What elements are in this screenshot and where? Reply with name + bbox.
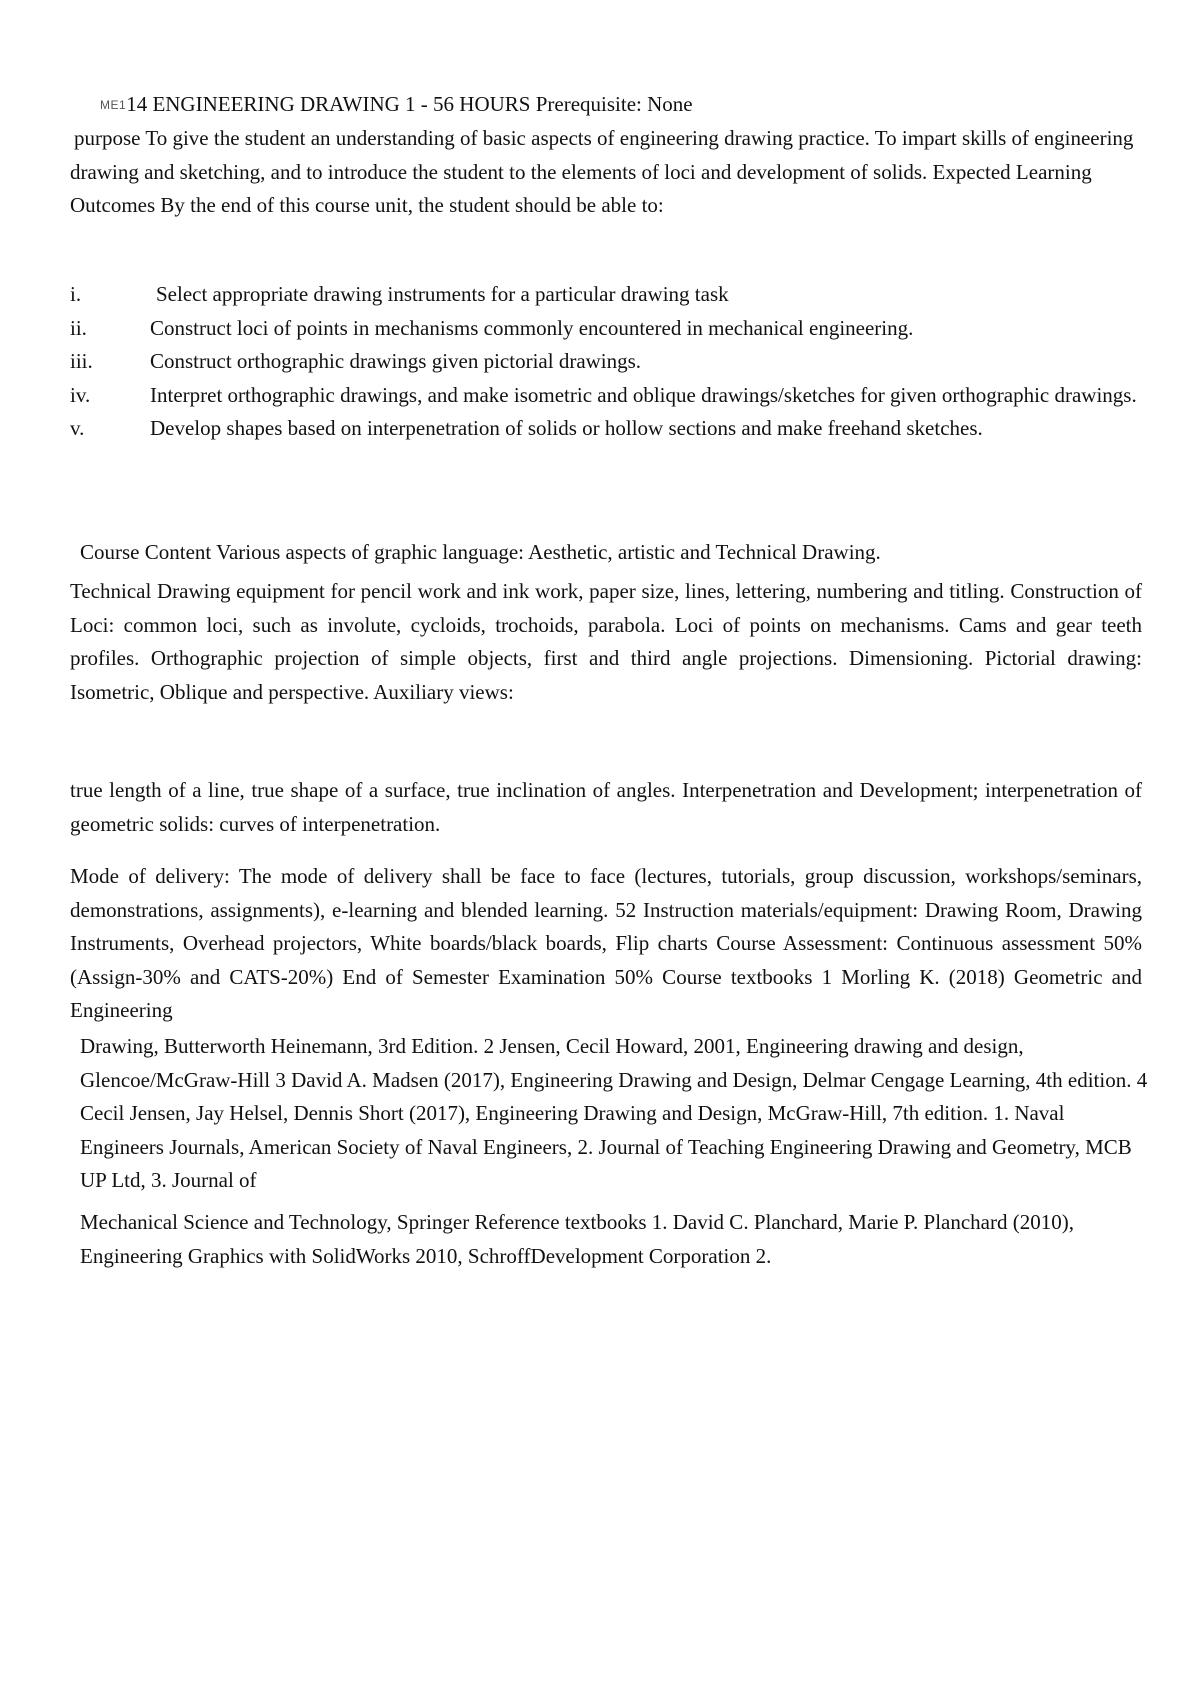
course-title: 14 ENGINEERING DRAWING 1 - 56 HOURS Prerequisite: None [126,92,693,116]
list-item-number: ii. [70,315,87,340]
purpose-paragraph: purpose To give the student an understanding of basic aspects of engineering drawing practice. To impart skills of engineering drawing and sketching, and to introduce the student to the elements of loci and development of solids. Expected Learning Outcomes By the end of this course unit, the student should be able to: [70,126,1134,217]
list-item-text: Select appropriate drawing instruments for a particular drawing task [156,282,729,306]
list-item [70,278,1150,312]
list-item-number: v. [70,416,85,440]
reference-textbooks-paragraph: Mechanical Science and Technology, Springer Reference textbooks 1. David C. Planchard, Marie P. Planchard (2010), Engineering Graphics with SolidWorks 2010, SchroffDevelopment Corporation 2. [80,1210,1074,1268]
list-item-text: Construct loci of points in mechanisms commonly encountered in mechanical engineering. [150,315,914,340]
course-content-intro: Course Content Various aspects of graphic language: Aesthetic, artistic and Technical Drawing. [80,540,881,564]
list-item-text: Interpret orthographic drawings, and make isometric and oblique drawings/sketches for given orthographic drawings. [150,382,1137,407]
course-content-paragraph: Technical Drawing equipment for pencil work and ink work, paper size, lines, lettering, numbering and titling. Construction of Loci: common loci, such as involute, cycloids, trochoids, parabola. Loci of points on mechanisms. Cams and gear teeth profiles. Orthographic projection of simple objects, first and third angle projections. Dimensioning. Pictorial drawing: Isometric, Oblique and perspective. Auxiliary views: [70,579,1142,704]
list-item-number: iii. [70,349,93,373]
list-item-text: Construct orthographic drawings given pictorial drawings. [150,349,642,373]
list-item [70,345,1150,379]
course-code-prefix: ME1 [100,98,127,112]
list-item [70,412,1150,446]
list-item [70,312,1150,346]
list-item-number: iv. [70,382,91,407]
textbooks-paragraph: Drawing, Butterworth Heinemann, 3rd Edition. 2 Jensen, Cecil Howard, 2001, Engineering drawing and design, Glencoe/McGraw-Hill 3 David A. Madsen (2017), Engineering Drawing and Design, Delmar Cengage Learning, 4th edition. 4 Cecil Jensen, Jay Helsel, Dennis Short (2017), Engineering Drawing and Design, McGraw-Hill, 7th edition. 1. Naval Engineers Journals, American Society of Naval Engineers, 2. Journal of Teaching Engineering Drawing and Geometry, MCB UP Ltd, 3. Journal of [80,1034,1148,1192]
list-item [70,379,1150,413]
mode-of-delivery-paragraph: Mode of delivery: The mode of delivery shall be face to face (lectures, tutorials, group discussion, workshops/seminars, demonstrations, assignments), e-learning and blended learning. 52 Instruction materials/equipment: Drawing Room, Drawing Instruments, Overhead projectors, White boards/black boards, Flip charts Course Assessment: Continuous assessment 50% (Assign-30% and CATS-20%) End of Semester Examination 50% Course textbooks 1 Morling K. (2018) Geometric and Engineering [70,864,1142,1022]
list-item-text: Develop shapes based on interpenetration of solids or hollow sections and make freehand sketches. [150,416,983,440]
course-heading [100,88,693,123]
course-content-continuation: true length of a line, true shape of a surface, true inclination of angles. Interpenetration and Development; interpenetration of geometric solids: curves of interpenetration. [70,778,1142,836]
list-item-number: i. [70,282,82,306]
learning-outcomes-list [70,278,1150,446]
